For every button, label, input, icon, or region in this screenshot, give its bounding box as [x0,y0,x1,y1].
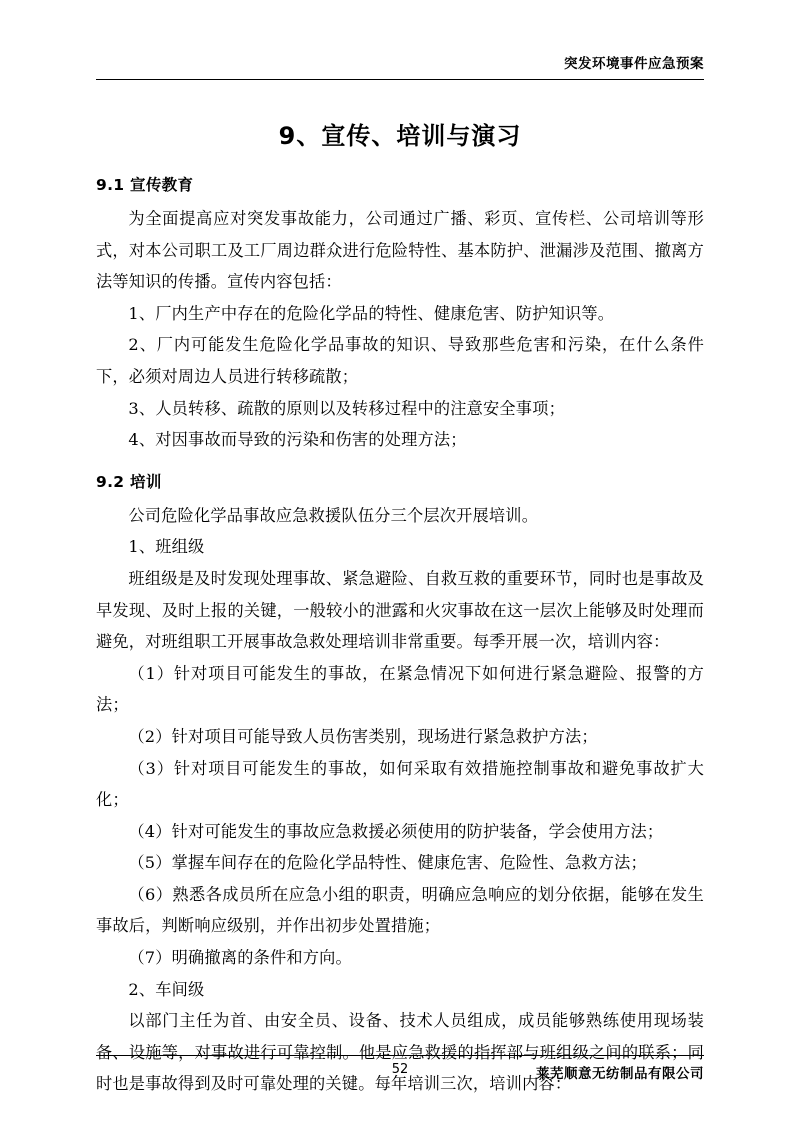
paragraph: （5）掌握车间存在的危险化学品特性、健康危害、危险性、急救方法； [128,853,647,873]
paragraph: （1）针对项目可能发生的事故，在紧急情况下如何进行紧急避险、报警的方法； [96,663,704,715]
paragraph: 班组级是及时发现处理事故、紧急避险、自救互救的重要环节，同时也是事故及早发现、及时上报的关键，一般较小的泄露和火灾事故在这一层次上能够及时处理而避免，对班组职工开展事故急救处理培训非常重要。每季开展一次，培训内容： [96,568,704,652]
paragraph: （2）针对项目可能导致人员伤害类别，现场进行紧急救护方法； [128,726,598,746]
page-header [96,46,704,80]
paragraph: 1、班组级 [128,537,205,557]
paragraph: 公司危险化学品事故应急救援队伍分三个层次开展培训。 [128,505,539,525]
header-title: 突发环境事件应急预案 [564,56,704,72]
paragraph: 4、对因事故而导致的污染和伤害的处理方法； [128,430,467,450]
page-footer [96,1055,704,1085]
paragraph: （4）针对可能发生的事故应急救援必须使用的防护装备，学会使用方法； [128,821,664,841]
footer-company-name: 莱芜顺意无纺制品有限公司 [536,1066,704,1082]
paragraph: （6）熟悉各成员所在应急小组的职责，明确应急响应的划分依据，能够在发生事故后，判断响应级别，并作出初步处置措施； [96,884,704,936]
paragraph: （7）明确撤离的条件和方向。 [128,948,352,968]
paragraph: 以部门主任为首、由安全员、设备、技术人员组成，成员能够熟练使用现场装备、设施等，对事故进行可靠控制。他是应急救援的指挥部与班组级之间的联系；同时也是事故得到及时可靠处理的关键。每年培训三次，培训内容： [96,1011,704,1094]
paragraph: 2、厂内可能发生危险化学品事故的知识、导致那些危害和污染，在什么条件下，必须对周边人员进行转移疏散； [96,335,704,386]
page-title: 9、宣传、培训与演习 [278,122,522,150]
paragraph: 1、厂内生产中存在的危险化学品的特性、健康危害、防护知识等。 [128,303,615,323]
section-heading-9-2: 9.2 培训 [96,472,162,491]
section-heading-9-1: 9.1 宣传教育 [96,176,194,194]
document-content [96,96,704,1100]
paragraph: 2、车间级 [128,979,205,999]
paragraph: 3、人员转移、疏散的原则以及转移过程中的注意安全事项； [128,398,565,418]
paragraph: （3）针对项目可能发生的事故，如何采取有效措施控制事故和避免事故扩大化； [96,758,704,810]
page-number: 52 [391,1062,409,1077]
paragraph: 为全面提高应对突发事故能力，公司通过广播、彩页、宣传栏、公司培训等形式，对本公司职工及工厂周边群众进行危险特性、基本防护、泄漏涉及范围、撤离方法等知识的传播。宣传内容包括： [96,209,704,292]
